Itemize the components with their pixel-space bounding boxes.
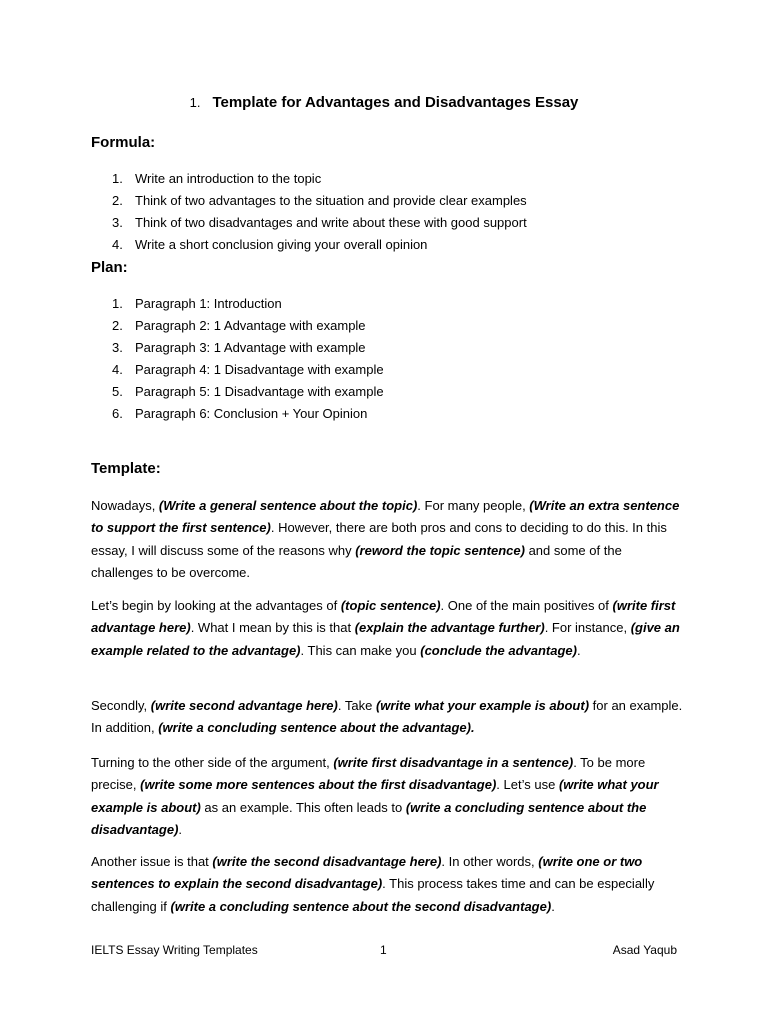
list-number: 2.: [112, 318, 123, 333]
body-text: Let’s begin by looking at the advantages of: [91, 598, 341, 613]
template-paragraph-disadvantage-1: [91, 752, 683, 841]
list-text: Paragraph 1: Introduction: [135, 296, 282, 311]
placeholder-text: (write a concluding sentence about the disadvantage): [91, 799, 647, 837]
body-text: Nowadays,: [91, 498, 159, 513]
body-text: . Take: [337, 698, 376, 713]
body-text: . Let’s use: [496, 777, 559, 793]
body-text: . In other words,: [441, 854, 539, 869]
body-text: as an example. This often leads to: [200, 799, 406, 815]
list-number: 4.: [112, 362, 123, 377]
plan-item: [112, 403, 384, 425]
body-text: . For instance,: [544, 620, 631, 636]
placeholder-text: (write first disadvantage in a sentence): [333, 755, 574, 770]
list-number: 3.: [112, 215, 123, 230]
placeholder-text: (write one or two sentences to explain the second disadvantage): [91, 854, 643, 892]
list-text: Write an introduction to the topic: [135, 171, 322, 186]
body-text: .: [178, 821, 183, 837]
list-text: Paragraph 6: Conclusion + Your Opinion: [135, 406, 368, 421]
formula-item: [112, 234, 527, 256]
plan-heading: Plan:: [91, 259, 128, 276]
formula-item: [112, 168, 527, 190]
plan-item: [112, 381, 384, 403]
page-title: [0, 94, 768, 111]
list-number: 1.: [112, 171, 123, 186]
template-heading: Template:: [91, 460, 161, 477]
template-paragraph-advantage-2: [91, 695, 683, 740]
footer-right: Asad Yaqub: [612, 943, 677, 957]
footer-page-number: 1: [380, 943, 387, 957]
list-text: Write a short conclusion giving your overall opinion: [135, 237, 428, 252]
list-number: 1.: [112, 296, 123, 311]
placeholder-text: (write what your example is about): [91, 777, 659, 815]
body-text: and some of the challenges to be overcome.: [91, 542, 622, 580]
template-paragraph-advantage-1: [91, 595, 683, 662]
body-text: Turning to the other side of the argument,: [91, 755, 334, 770]
body-text: . What I mean by this is that: [190, 620, 355, 636]
placeholder-text: (explain the advantage further): [354, 620, 545, 636]
formula-item: [112, 190, 527, 212]
body-text: Secondly,: [91, 698, 151, 713]
title-number: 1.: [189, 95, 201, 110]
list-text: Paragraph 4: 1 Disadvantage with example: [135, 362, 384, 377]
placeholder-text: (conclude the advantage): [420, 642, 577, 658]
body-text: . One of the main positives of: [440, 598, 613, 613]
placeholder-text: (write what your example is about): [375, 698, 590, 713]
body-text: . This process takes time and can be especially challenging if: [91, 876, 655, 914]
list-text: Paragraph 5: 1 Disadvantage with example: [135, 384, 384, 399]
body-text: .: [551, 898, 555, 914]
list-number: 3.: [112, 340, 123, 355]
footer-left: IELTS Essay Writing Templates: [91, 943, 258, 957]
formula-item: [112, 212, 527, 234]
plan-item: [112, 293, 384, 315]
template-paragraph-disadvantage-2: [91, 851, 683, 918]
plan-item: [112, 337, 384, 359]
template-paragraph-intro: [91, 495, 683, 584]
placeholder-text: (Write an extra sentence to support the first sentence): [91, 498, 680, 536]
list-text: Paragraph 2: 1 Advantage with example: [135, 318, 366, 333]
body-text: . This can make you: [300, 642, 421, 658]
body-text: . For many people,: [417, 498, 530, 513]
placeholder-text: (Write a general sentence about the topic): [158, 498, 418, 513]
placeholder-text: (write second advantage here): [150, 698, 338, 713]
body-text: for an example. In addition,: [91, 698, 683, 736]
placeholder-text: (write a concluding sentence about the advantage).: [158, 720, 475, 736]
list-text: Think of two disadvantages and write about these with good support: [135, 215, 527, 230]
body-text: . To be more precise,: [91, 755, 646, 793]
plan-item: [112, 359, 384, 381]
formula-list: [112, 168, 527, 256]
title-text: Template for Advantages and Disadvantages Essay: [212, 94, 579, 111]
plan-item: [112, 315, 384, 337]
placeholder-text: (topic sentence): [340, 598, 441, 613]
placeholder-text: (reword the topic sentence): [355, 542, 525, 558]
formula-heading: Formula:: [91, 134, 156, 151]
list-text: Think of two advantages to the situation and provide clear examples: [135, 193, 527, 208]
plan-list: [112, 293, 384, 425]
list-number: 5.: [112, 384, 123, 399]
list-text: Paragraph 3: 1 Advantage with example: [135, 340, 366, 355]
body-text: Another issue is that: [91, 854, 213, 869]
placeholder-text: (give an example related to the advantage): [91, 620, 680, 658]
placeholder-text: (write some more sentences about the first disadvantage): [140, 777, 497, 793]
list-number: 4.: [112, 237, 123, 252]
placeholder-text: (write the second disadvantage here): [212, 854, 442, 869]
placeholder-text: (write a concluding sentence about the second disadvantage): [170, 898, 552, 914]
list-number: 6.: [112, 406, 123, 421]
placeholder-text: (write first advantage here): [91, 598, 676, 636]
list-number: 2.: [112, 193, 123, 208]
body-text: .: [576, 642, 581, 658]
body-text: . However, there are both pros and cons to deciding to do this. In this essay, I will discuss some of the reasons why: [91, 520, 667, 558]
